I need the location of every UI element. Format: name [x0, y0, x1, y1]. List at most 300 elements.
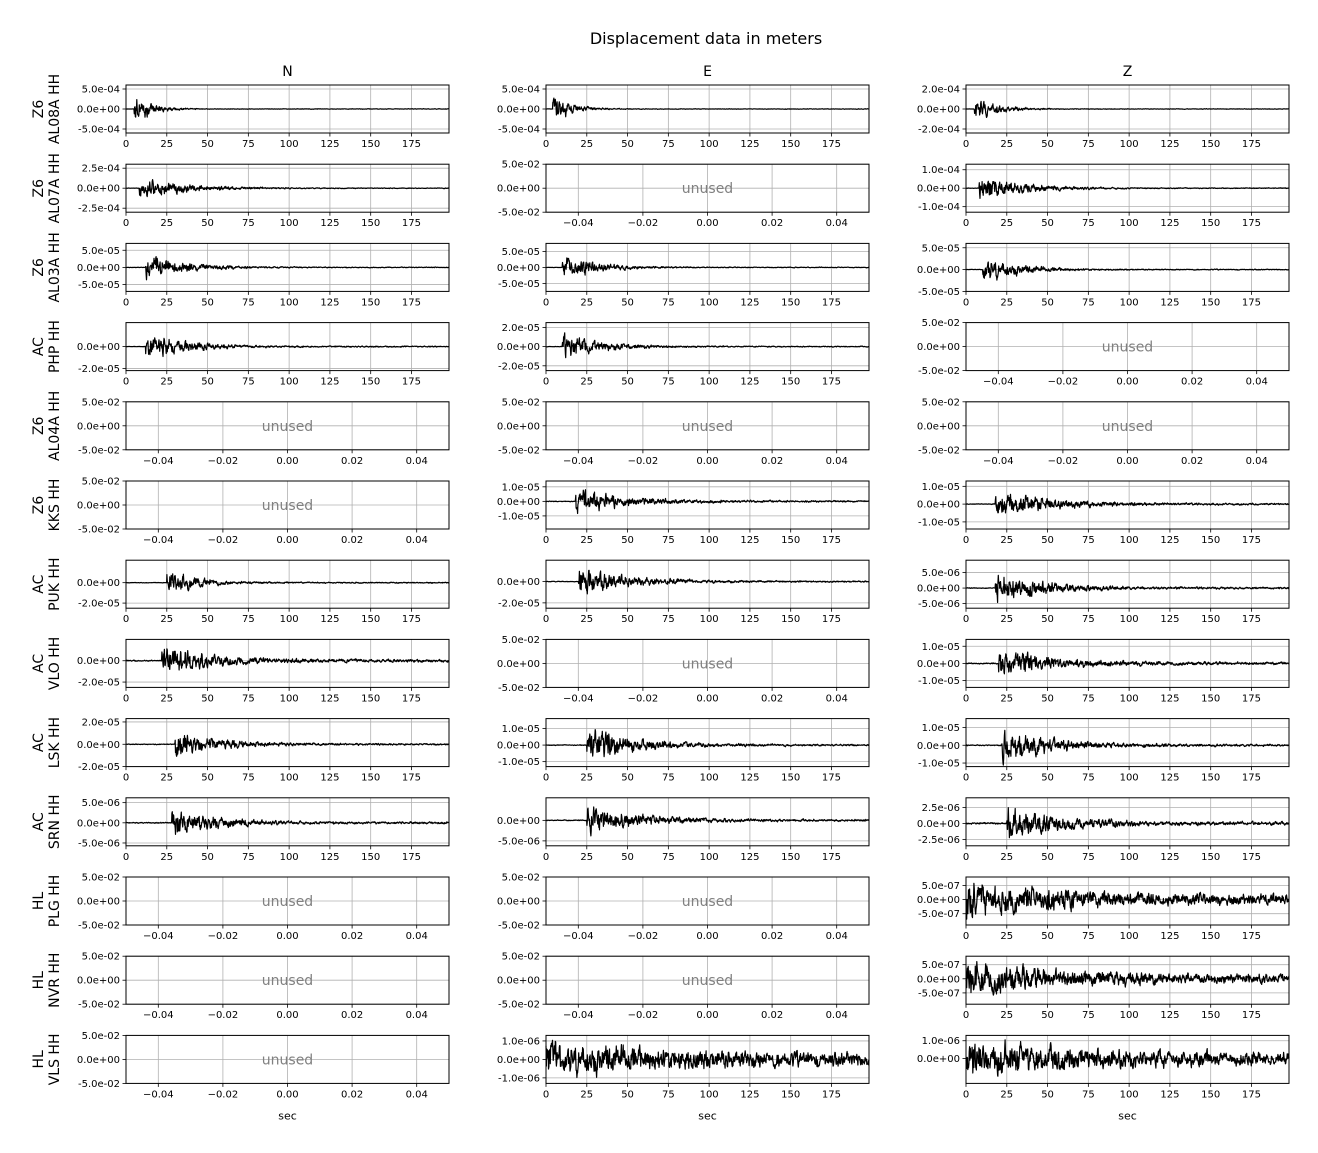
x-tick-label: 0.02 — [760, 455, 784, 467]
x-tick-label: 100 — [279, 772, 299, 784]
x-tick-label: 50 — [1041, 297, 1054, 309]
x-tick-label: 125 — [740, 614, 760, 626]
y-tick-label: -5.0e-02 — [918, 445, 960, 457]
y-tick-label: -1.0e-06 — [498, 1073, 540, 1085]
x-tick-label: 125 — [320, 376, 340, 388]
station-label-line: AL04A HH — [47, 390, 63, 461]
x-tick-label: 50 — [201, 772, 214, 784]
x-tick-label: 25 — [160, 297, 174, 309]
station-label-line: AC — [31, 653, 47, 673]
x-tick-label: 175 — [401, 693, 422, 705]
x-tick-label: 75 — [241, 772, 255, 784]
panel-frame — [546, 481, 869, 529]
x-tick-label: 75 — [241, 376, 255, 388]
x-tick-label: 100 — [699, 614, 719, 626]
station-label-line: LSK HH — [47, 716, 63, 769]
station-label — [31, 153, 63, 223]
x-tick-label: 125 — [320, 297, 340, 309]
x-tick-label: 0 — [962, 218, 970, 230]
x-tick-label: 0 — [962, 693, 970, 705]
x-tick-label: 0 — [542, 851, 550, 863]
x-tick-label: 100 — [1119, 297, 1139, 309]
x-tick-label: 125 — [1160, 297, 1180, 309]
x-tick-label: 25 — [160, 772, 174, 784]
x-tick-label: 150 — [781, 1089, 801, 1101]
x-tick-label: 150 — [1201, 1089, 1221, 1101]
x-tick-label: 50 — [1041, 535, 1054, 546]
y-tick-label: 5.0e-02 — [81, 872, 120, 884]
x-tick-label: 150 — [1201, 851, 1221, 863]
x-tick-label: 0.00 — [276, 1089, 299, 1101]
panel-n-0 — [77, 85, 449, 151]
x-tick-label: 0.04 — [825, 455, 848, 467]
x-tick-label: 25 — [580, 535, 594, 546]
x-tick-label: 25 — [160, 614, 174, 626]
panel-z-2 — [917, 243, 1289, 308]
x-tick-label: 175 — [821, 297, 842, 309]
x-tick-label: 25 — [1000, 1089, 1014, 1101]
station-label-line: Z6 — [31, 416, 47, 436]
x-tick-label: 50 — [201, 218, 214, 230]
x-tick-label: 175 — [401, 851, 422, 863]
unused-label: unused — [681, 181, 734, 198]
x-tick-label: −0.02 — [627, 218, 659, 230]
x-tick-label: 125 — [1160, 1010, 1180, 1022]
y-tick-label: 0.0e+00 — [496, 975, 540, 987]
y-tick-label: -5.0e-07 — [918, 909, 960, 921]
x-tick-label: 50 — [621, 772, 634, 784]
x-tick-label: 0 — [962, 1089, 970, 1101]
x-tick-label: 175 — [821, 535, 842, 546]
x-tick-label: 125 — [740, 139, 760, 150]
y-tick-label: 1.0e-05 — [921, 641, 960, 653]
x-tick-label: 0.02 — [340, 535, 364, 546]
panel-grid — [77, 85, 1289, 1101]
x-tick-label: 50 — [1041, 851, 1054, 863]
y-tick-label: -2.0e-05 — [78, 677, 120, 689]
x-tick-label: 125 — [1160, 218, 1180, 230]
x-tick-label: 175 — [1241, 1089, 1262, 1101]
y-tick-label: 0.0e+00 — [496, 342, 540, 354]
x-tick-label: 175 — [821, 772, 842, 784]
panel-z-5 — [917, 481, 1289, 546]
x-tick-label: 125 — [320, 614, 340, 626]
station-label-line: PHP HH — [47, 320, 63, 374]
y-tick-label: 0.0e+00 — [76, 578, 120, 590]
y-tick-label: 5.0e-07 — [921, 880, 960, 892]
x-tick-label: 175 — [1241, 1010, 1262, 1022]
y-tick-label: 0.0e+00 — [916, 658, 960, 670]
y-tick-label: 5.0e-02 — [81, 397, 120, 409]
y-tick-label: 5.0e-07 — [921, 960, 960, 972]
y-tick-label: 1.0e-05 — [501, 724, 540, 736]
trace-line — [546, 98, 869, 117]
x-tick-label: 100 — [699, 772, 719, 784]
x-tick-label: 150 — [1201, 139, 1221, 150]
y-tick-label: -5.0e-02 — [498, 682, 540, 694]
x-tick-label: 150 — [361, 297, 381, 309]
column-title-n: N — [282, 64, 293, 80]
panel-z-11 — [917, 956, 1289, 1021]
x-tick-label: 50 — [201, 139, 214, 150]
x-tick-label: −0.04 — [562, 455, 594, 467]
x-tick-label: 100 — [699, 376, 719, 388]
x-tick-label: 75 — [661, 297, 675, 309]
x-tick-label: 25 — [1000, 614, 1014, 626]
trace-line — [546, 1040, 869, 1077]
y-tick-label: 5.0e-04 — [501, 84, 540, 96]
panel-e-9 — [497, 798, 869, 863]
x-tick-label: 100 — [1119, 139, 1139, 150]
y-tick-label: 0.0e+00 — [496, 740, 540, 752]
x-tick-label: 150 — [361, 614, 381, 626]
x-tick-label: 175 — [1241, 851, 1262, 863]
x-tick-label: 100 — [1119, 693, 1139, 705]
panel-e-0 — [497, 85, 869, 151]
x-tick-label: 0 — [122, 614, 130, 626]
station-label-line: HL — [31, 891, 47, 911]
x-tick-label: 75 — [1081, 535, 1095, 546]
y-tick-label: 0.0e+00 — [916, 499, 960, 511]
station-label — [31, 479, 63, 532]
x-tick-label: 125 — [320, 693, 340, 705]
x-tick-label: 100 — [699, 851, 719, 863]
x-tick-label: 0.00 — [696, 1010, 719, 1022]
x-tick-label: 100 — [1119, 1010, 1139, 1022]
panel-n-10 — [77, 873, 449, 943]
x-tick-label: 100 — [1119, 1089, 1139, 1101]
y-tick-label: -5.0e-04 — [78, 124, 120, 136]
y-tick-label: 0.0e+00 — [76, 262, 120, 274]
x-tick-label: −0.02 — [627, 1010, 659, 1022]
x-tick-label: 175 — [1241, 772, 1262, 784]
x-tick-label: −0.04 — [562, 218, 594, 230]
station-label-line: PUK HH — [47, 557, 63, 611]
x-tick-label: 0 — [962, 1010, 970, 1022]
x-tick-label: 0.00 — [1116, 376, 1139, 388]
y-tick-label: 2.0e-05 — [81, 717, 120, 729]
x-tick-label: 175 — [821, 1089, 842, 1101]
y-tick-label: -5.0e-02 — [78, 920, 120, 932]
trace-line — [546, 807, 869, 836]
x-tick-label: 100 — [1119, 851, 1139, 863]
x-tick-label: 0.00 — [696, 931, 719, 942]
unused-label: unused — [261, 498, 314, 514]
x-tick-label: −0.02 — [627, 693, 659, 705]
y-tick-label: 5.0e-02 — [81, 1030, 120, 1042]
x-tick-label: 25 — [580, 772, 594, 784]
station-label — [31, 717, 63, 768]
panel-z-6 — [917, 560, 1289, 625]
x-tick-label: 0 — [122, 693, 130, 705]
y-tick-label: -1.0e-05 — [498, 511, 540, 523]
y-tick-label: 0.0e+00 — [496, 896, 540, 908]
x-tick-label: 0.04 — [405, 535, 428, 546]
unused-label: unused — [681, 894, 734, 910]
x-tick-label: 75 — [241, 218, 255, 230]
trace-line — [546, 333, 869, 358]
x-tick-label: −0.04 — [562, 931, 594, 942]
y-tick-label: 0.0e+00 — [496, 1054, 540, 1066]
y-tick-label: 0.0e+00 — [76, 739, 120, 751]
y-tick-label: -2.0e-04 — [918, 124, 960, 136]
figure-title: Displacement data in meters — [589, 29, 823, 48]
x-tick-label: 50 — [1041, 693, 1054, 705]
panel-e-11 — [497, 952, 869, 1022]
x-tick-label: 50 — [1041, 772, 1054, 784]
trace-line — [546, 730, 869, 757]
x-tick-label: −0.02 — [627, 931, 659, 942]
x-tick-label: 150 — [361, 851, 381, 863]
y-tick-label: 0.0e+00 — [916, 583, 960, 595]
x-tick-label: 50 — [621, 1089, 634, 1101]
x-tick-label: 100 — [279, 139, 299, 150]
y-tick-label: 0.0e+00 — [496, 577, 540, 589]
panel-e-3 — [497, 323, 869, 388]
trace-line — [966, 262, 1289, 280]
x-tick-label: 100 — [699, 1089, 719, 1101]
x-tick-label: 25 — [1000, 297, 1014, 309]
x-tick-label: 25 — [160, 139, 174, 150]
station-label-line: VLS HH — [47, 1033, 63, 1086]
panel-n-9 — [77, 798, 449, 863]
panel-n-2 — [77, 243, 449, 308]
x-tick-label: 175 — [401, 218, 422, 230]
x-tick-label: 0 — [962, 139, 970, 150]
x-tick-label: 100 — [279, 614, 299, 626]
x-tick-label: 0 — [122, 218, 130, 230]
x-tick-label: 0 — [122, 772, 130, 784]
y-tick-label: -5.0e-02 — [918, 366, 960, 378]
y-tick-label: 0.0e+00 — [496, 815, 540, 827]
x-tick-label: 0.00 — [276, 535, 299, 546]
panel-e-4 — [497, 397, 869, 467]
y-tick-label: 0.0e+00 — [76, 500, 120, 512]
station-label-line: HL — [31, 971, 47, 990]
panel-z-7 — [917, 639, 1289, 704]
x-tick-label: 25 — [1000, 1010, 1014, 1022]
x-tick-label: 175 — [401, 139, 422, 150]
x-tick-label: 0.02 — [760, 693, 784, 705]
x-tick-label: 50 — [1041, 139, 1054, 150]
x-tick-label: 125 — [1160, 772, 1180, 784]
x-tick-label: 125 — [320, 139, 340, 150]
station-label-line: Z6 — [31, 178, 47, 198]
x-tick-label: −0.04 — [562, 1010, 594, 1022]
x-tick-label: 125 — [320, 851, 340, 863]
x-tick-label: 0.04 — [1245, 376, 1268, 388]
y-tick-label: -2.0e-05 — [498, 361, 540, 373]
station-label-line: AL03A HH — [47, 232, 63, 303]
panel-z-12 — [917, 1035, 1289, 1100]
y-tick-label: 0.0e+00 — [916, 1054, 960, 1066]
x-tick-label: 0 — [962, 297, 970, 309]
y-tick-label: 5.0e-05 — [921, 243, 960, 255]
y-tick-label: 1.0e-05 — [921, 481, 960, 493]
x-tick-label: 125 — [1160, 139, 1180, 150]
panel-e-1 — [497, 160, 869, 230]
panel-e-5 — [497, 481, 869, 546]
y-tick-label: -5.0e-02 — [498, 207, 540, 219]
trace-line — [966, 101, 1289, 117]
x-tick-label: 25 — [160, 376, 174, 388]
station-label — [31, 795, 63, 850]
x-tick-label: 50 — [1041, 931, 1054, 942]
trace-line — [966, 181, 1289, 198]
x-tick-label: 125 — [740, 535, 760, 546]
x-tick-label: −0.02 — [207, 455, 239, 467]
x-tick-label: 50 — [621, 535, 634, 546]
x-tick-label: −0.04 — [142, 1089, 174, 1101]
x-tick-label: 150 — [361, 218, 381, 230]
x-tick-label: 50 — [201, 693, 214, 705]
x-tick-label: 75 — [1081, 218, 1095, 230]
x-tick-label: 75 — [1081, 614, 1095, 626]
unused-label: unused — [1101, 339, 1154, 356]
x-tick-label: 175 — [1241, 218, 1262, 230]
unused-label: unused — [261, 973, 314, 990]
station-label-line: NVR HH — [47, 952, 63, 1008]
x-tick-label: 150 — [1201, 535, 1221, 546]
x-tick-label: 25 — [1000, 535, 1014, 546]
x-tick-label: 0.00 — [696, 218, 719, 230]
x-tick-label: 75 — [1081, 1010, 1095, 1022]
x-tick-label: 175 — [1241, 297, 1262, 309]
panel-z-9 — [917, 798, 1289, 863]
y-tick-label: 0.0e+00 — [76, 421, 120, 433]
x-tick-label: 175 — [821, 851, 842, 863]
unused-label: unused — [1101, 418, 1154, 435]
station-label — [31, 953, 63, 1008]
x-tick-label: 0 — [122, 297, 130, 309]
y-tick-label: -5.0e-02 — [78, 524, 120, 536]
y-tick-label: 0.0e+00 — [496, 658, 540, 670]
y-tick-label: 5.0e-02 — [501, 872, 540, 884]
panel-e-7 — [497, 635, 869, 705]
station-label — [31, 232, 63, 302]
x-tick-label: 150 — [781, 297, 801, 309]
y-tick-label: 0.0e+00 — [76, 1054, 120, 1066]
x-tick-label: −0.02 — [207, 1089, 239, 1101]
x-tick-label: 100 — [279, 218, 299, 230]
x-tick-label: 50 — [201, 297, 214, 309]
panel-z-10 — [917, 877, 1289, 942]
x-tick-label: 0 — [122, 139, 130, 150]
x-tick-label: −0.02 — [1047, 455, 1079, 467]
station-label-line: AL07A HH — [47, 153, 63, 224]
y-tick-label: -2.5e-04 — [78, 203, 120, 215]
x-tick-label: 50 — [1041, 1010, 1054, 1022]
y-tick-label: -5.0e-02 — [78, 445, 120, 457]
x-axis-label: sec — [1118, 1109, 1137, 1123]
x-tick-label: −0.04 — [982, 455, 1014, 467]
x-tick-label: −0.04 — [142, 931, 174, 942]
y-tick-label: 0.0e+00 — [916, 183, 960, 195]
y-tick-label: 0.0e+00 — [76, 342, 120, 354]
x-tick-label: 125 — [740, 297, 760, 309]
x-tick-label: 150 — [781, 614, 801, 626]
panel-z-0 — [917, 85, 1289, 151]
x-tick-label: −0.04 — [142, 455, 174, 467]
trace-line — [126, 180, 449, 197]
x-tick-label: 125 — [1160, 851, 1180, 863]
x-tick-label: 0 — [542, 772, 550, 784]
y-tick-label: 1.0e-06 — [501, 1036, 540, 1048]
y-tick-label: 0.0e+00 — [496, 104, 540, 116]
station-label-line: KKS HH — [47, 478, 63, 532]
x-tick-label: 0 — [122, 376, 130, 388]
trace-line — [966, 962, 1289, 996]
column-titles — [282, 64, 1132, 80]
y-tick-label: 0.0e+00 — [916, 342, 960, 354]
x-tick-label: 0.00 — [276, 455, 299, 467]
x-tick-label: 150 — [1201, 772, 1221, 784]
x-tick-label: 0 — [542, 1089, 550, 1101]
x-tick-label: −0.02 — [627, 455, 659, 467]
panel-frame — [966, 243, 1289, 291]
x-tick-label: 0.02 — [1180, 376, 1204, 388]
x-tick-label: −0.04 — [982, 376, 1014, 388]
x-tick-label: 175 — [401, 376, 422, 388]
unused-label: unused — [681, 656, 734, 673]
x-tick-label: 175 — [401, 614, 422, 626]
y-tick-label: 1.0e-05 — [501, 482, 540, 494]
x-tick-label: 125 — [740, 851, 760, 863]
x-tick-label: 0.00 — [1116, 455, 1139, 467]
y-tick-label: -5.0e-02 — [498, 999, 540, 1011]
x-tick-label: 25 — [580, 376, 594, 388]
y-tick-label: 5.0e-02 — [501, 159, 540, 171]
y-tick-label: 5.0e-05 — [501, 246, 540, 258]
trace-line — [126, 100, 449, 118]
x-tick-label: 150 — [1201, 614, 1221, 626]
station-label — [31, 875, 63, 928]
x-tick-label: 0 — [962, 772, 970, 784]
x-tick-label: 0.00 — [276, 1010, 299, 1022]
x-tick-label: 75 — [1081, 139, 1095, 150]
unused-label: unused — [261, 894, 314, 910]
y-tick-label: 0.0e+00 — [916, 895, 960, 907]
x-axis-label: sec — [698, 1109, 717, 1123]
x-tick-label: 175 — [1241, 693, 1262, 705]
x-tick-label: 0.04 — [1245, 455, 1268, 467]
unused-label: unused — [681, 418, 734, 435]
y-tick-label: 5.0e-02 — [501, 951, 540, 963]
x-tick-label: 0 — [542, 535, 550, 546]
x-tick-label: 100 — [1119, 218, 1139, 230]
panel-frame — [966, 560, 1289, 608]
trace-line — [966, 1040, 1289, 1076]
x-tick-label: 50 — [1041, 1089, 1054, 1101]
x-tick-label: 125 — [1160, 535, 1180, 546]
y-tick-label: -2.0e-05 — [78, 363, 120, 375]
x-tick-label: −0.02 — [207, 931, 239, 942]
y-tick-label: 0.0e+00 — [916, 421, 960, 433]
x-tick-label: 25 — [160, 851, 174, 863]
x-tick-label: 125 — [740, 772, 760, 784]
panel-n-7 — [77, 639, 449, 704]
x-tick-label: 0.02 — [340, 1089, 364, 1101]
station-labels — [31, 74, 63, 1085]
station-label-line: Z6 — [31, 99, 47, 119]
x-tick-label: 25 — [580, 297, 594, 309]
trace-line — [966, 808, 1289, 838]
x-tick-label: 50 — [621, 139, 634, 150]
y-tick-label: 5.0e-02 — [81, 476, 120, 488]
x-axis-labels — [278, 1109, 1137, 1122]
station-label — [31, 1034, 63, 1086]
x-tick-label: −0.04 — [562, 693, 594, 705]
